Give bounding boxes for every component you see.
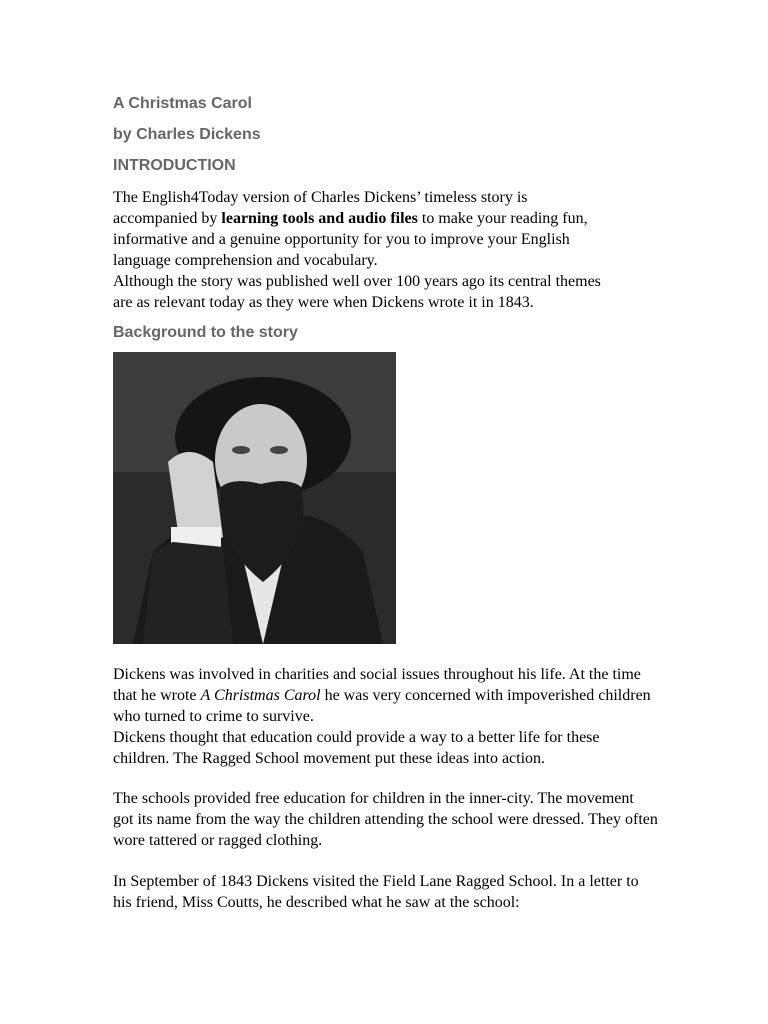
document-title: A Christmas Carol: [113, 95, 252, 112]
paragraph: [113, 664, 658, 727]
paragraph-text: he was very concerned with impoverished children who turned to crime to survive.: [113, 687, 651, 725]
intro-line-pre: accompanied by: [113, 210, 222, 227]
background-paragraph-3: [113, 871, 658, 913]
intro-line: Although the story was published well over 100 years ago its central themes: [113, 273, 601, 290]
book-title-italic: A Christmas Carol: [200, 687, 321, 704]
introduction-text: [113, 187, 673, 313]
paragraph-text: Dickens was involved in charities and social issues throughout his life. At the time that he wrote: [113, 666, 641, 704]
paragraph: In September of 1843 Dickens visited the Field Lane Ragged School. In a letter to his friend, Miss Coutts, he described what he saw at the school:: [113, 873, 639, 911]
background-heading: Background to the story: [113, 324, 298, 341]
background-paragraph-1: [113, 664, 658, 769]
portrait-image-icon: [113, 352, 396, 644]
intro-line: The English4Today version of Charles Dickens’ timeless story is: [113, 189, 528, 206]
intro-bold-phrase: learning tools and audio files: [221, 210, 418, 227]
intro-line: are as relevant today as they were when Dickens wrote it in 1843.: [113, 294, 534, 311]
paragraph: Dickens thought that education could provide a way to a better life for these children. The Ragged School movement put these ideas into action.: [113, 729, 600, 767]
paragraph: The schools provided free education for children in the inner-city. The movement got its name from the way the children attending the school were dressed. They often wore tattered or ragged clothing.: [113, 790, 658, 849]
background-paragraph-2: [113, 788, 658, 851]
introduction-heading: INTRODUCTION: [113, 157, 236, 174]
intro-line: [113, 208, 673, 229]
intro-line-post: to make your reading fun,: [417, 210, 588, 227]
dickens-portrait-photo: [113, 352, 396, 644]
author-line: by Charles Dickens: [113, 126, 261, 143]
intro-line: language comprehension and vocabulary.: [113, 252, 378, 269]
intro-line: informative and a genuine opportunity for you to improve your English: [113, 231, 570, 248]
